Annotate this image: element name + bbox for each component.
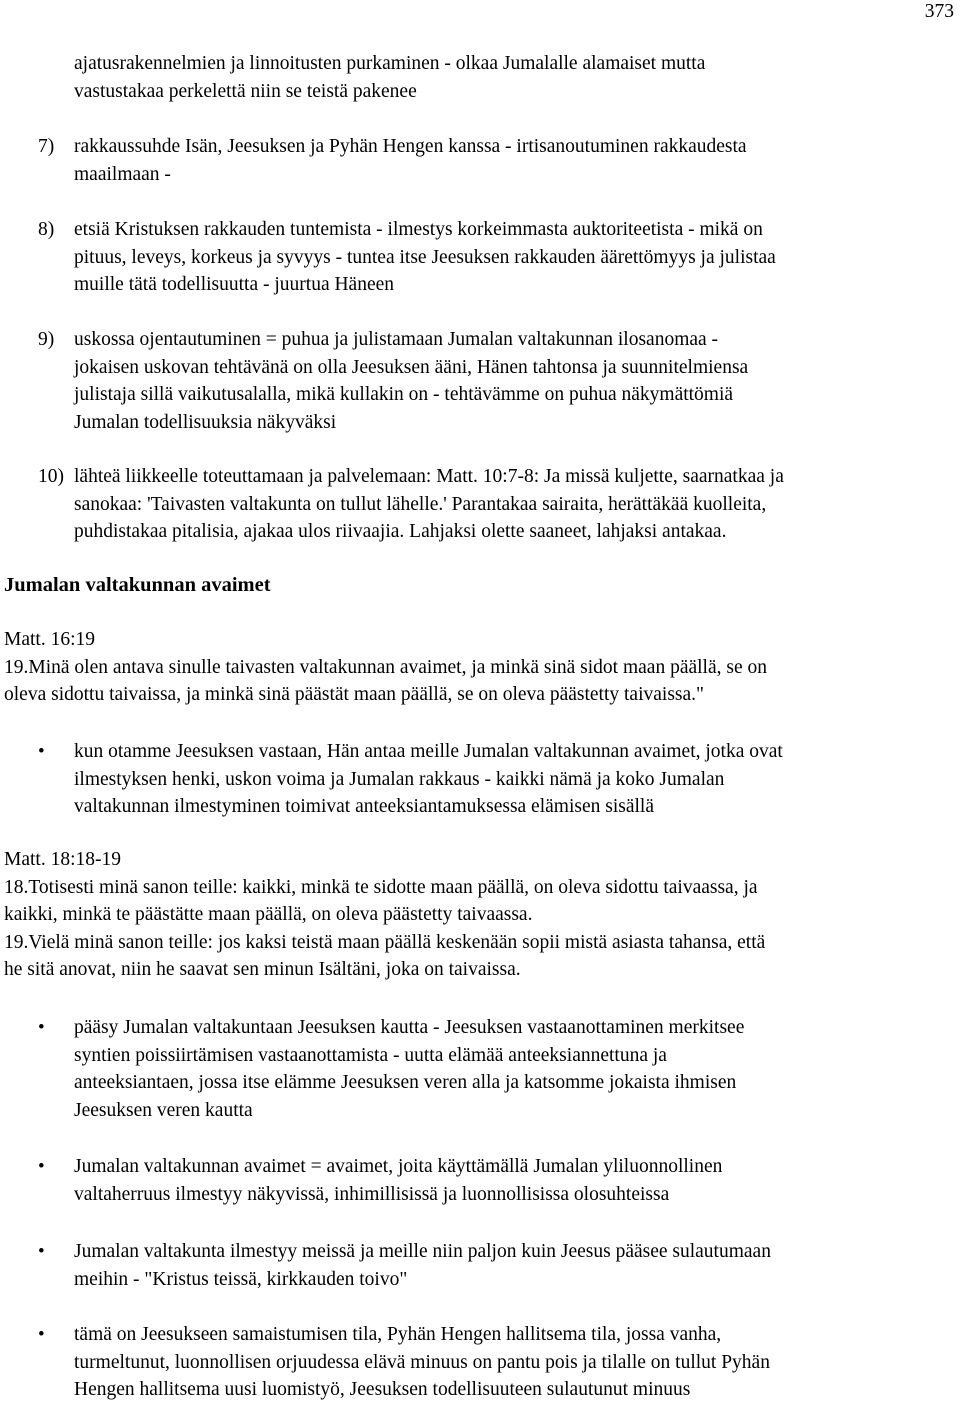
bullet-icon: • [38, 1241, 45, 1262]
text-line: pituus, leveys, korkeus ja syvyys - tuntea itse Jeesuksen rakkauden äärettömyys ja julistaa [74, 246, 776, 268]
text-line: syntien poissiirtämisen vastaanottamista - uutta elämää anteeksiannettuna ja [74, 1044, 667, 1066]
text-line: ajatusrakennelmien ja linnoitusten purkaminen - olkaa Jumalalle alamaiset mutta [74, 53, 706, 74]
text-line: uskossa ojentautuminen = puhua ja julistamaan Jumalan valtakunnan ilosanomaa - [74, 329, 719, 350]
list-item-7 [0, 133, 948, 188]
page-number: 373 [924, 1, 954, 22]
text-line: lähteä liikkeelle toteuttamaan ja palvelemaan: Matt. 10:7-8: Ja missä kuljette, saarnatkaa ja [74, 466, 784, 487]
text-line: kun otamme Jeesuksen vastaan, Hän antaa meille Jumalan valtakunnan avaimet, jotka ovat [74, 741, 783, 762]
text-line: pääsy Jumalan valtakuntaan Jeesuksen kautta - Jeesuksen vastaanottaminen merkitsee [74, 1017, 745, 1038]
continuation-paragraph [0, 50, 948, 105]
bullet-item [0, 1238, 948, 1293]
bullet-item [0, 738, 948, 821]
list-item-9 [0, 326, 948, 436]
text-line: julistaja sillä vaikutusalalla, mikä kullakin on - tehtävämme on puhua näkymättömiä [74, 384, 734, 406]
scripture-reference: Matt. 16:19 [4, 629, 95, 650]
text-line: ilmestyksen henki, uskon voima ja Jumalan rakkaus - kaikki nämä ja koko Jumalan [74, 768, 725, 790]
text-line: vastustakaa perkelettä niin se teistä pakenee [74, 80, 417, 102]
text-line: valtakunnan ilmestyminen toimivat anteeksiantamuksessa elämisen sisällä [74, 796, 654, 818]
list-item-8 [0, 216, 948, 299]
text-line: valtaherruus ilmestyy näkyvissä, inhimillisissä ja luonnollisissa olosuhteissa [74, 1183, 670, 1205]
bullet-icon: • [38, 1156, 45, 1177]
list-item-10 [0, 463, 948, 546]
scripture-passage [4, 846, 944, 984]
text-line: 18.Totisesti minä sanon teille: kaikki, minkä te sidotte maan päällä, on oleva sidottu taivaassa, ja [4, 876, 758, 898]
text-line: maailmaan - [74, 163, 171, 185]
text-line: he sitä anovat, niin he saavat sen minun Isältäni, joka on taivaissa. [4, 959, 521, 981]
text-line: turmeltunut, luonnollisen orjuudessa elävä minuus on pantu pois ja tilalle on tullut Pyhän [74, 1351, 770, 1373]
section-heading: Jumalan valtakunnan avaimet [4, 574, 271, 596]
text-line: meihin - "Kristus teissä, kirkkauden toivo" [74, 1268, 408, 1290]
text-line: Jeesuksen veren kautta [74, 1099, 253, 1121]
text-line: kaikki, minkä te päästätte maan päällä, on oleva päästetty taivaassa. [4, 904, 533, 926]
text-line: 19.Vielä minä sanon teille: jos kaksi teistä maan päällä keskenään sopii mistä asiasta tahansa, että [4, 931, 766, 953]
text-line: Jumalan valtakunta ilmestyy meissä ja meille niin paljon kuin Jeesus pääsee sulautumaan [74, 1241, 771, 1262]
item-number: 7) [38, 136, 55, 157]
bullet-icon: • [38, 1017, 45, 1038]
text-line: oleva sidottu taivaissa, ja minkä sinä päästät maan päällä, se on oleva päästetty taivaissa." [4, 684, 704, 706]
item-number: 8) [38, 219, 55, 240]
text-line: etsiä Kristuksen rakkauden tuntemista - ilmestys korkeimmasta auktoriteetista - mikä on [74, 219, 763, 240]
text-line: jokaisen uskovan tehtävänä on olla Jeesuksen ääni, Hänen tahtonsa ja suunnitelmiensa [74, 356, 749, 378]
bullet-item [0, 1014, 948, 1124]
bullet-item [0, 1153, 948, 1208]
text-line: sanokaa: 'Taivasten valtakunta on tullut lähelle.' Parantakaa sairaita, herättäkää kuolleita, [74, 493, 767, 515]
text-line: Jumalan valtakunnan avaimet = avaimet, joita käyttämällä Jumalan yliluonnollinen [74, 1156, 723, 1177]
text-line: Hengen hallitsema uusi luomistyö, Jeesuksen todellisuuteen sulautunut minuus [74, 1379, 691, 1401]
text-line: anteeksiantaen, jossa itse elämme Jeesuksen veren alla ja katsomme jokaista ihmisen [74, 1072, 737, 1094]
item-number: 9) [38, 329, 55, 350]
item-number: 10) [38, 466, 64, 487]
bullet-icon: • [38, 1324, 45, 1345]
bullet-icon: • [38, 741, 45, 762]
text-line: Jumalan todellisuuksia näkyväksi [74, 411, 337, 433]
bullet-item [0, 1321, 948, 1404]
scripture-reference: Matt. 18:18-19 [4, 849, 121, 870]
text-line: muille tätä todellisuutta - juurtua Häneen [74, 274, 395, 296]
text-line: rakkaussuhde Isän, Jeesuksen ja Pyhän Hengen kanssa - irtisanoutuminen rakkaudesta [74, 136, 747, 157]
scripture-passage [4, 626, 944, 709]
text-line: puhdistakaa pitalisia, ajakaa ulos riivaajia. Lahjaksi olette saaneet, lahjaksi antakaa. [74, 521, 727, 543]
text-line: 19.Minä olen antava sinulle taivasten valtakunnan avaimet, ja minkä sinä sidot maan päällä, se on [4, 656, 767, 678]
text-line: tämä on Jeesukseen samaistumisen tila, Pyhän Hengen hallitsema tila, jossa vanha, [74, 1324, 722, 1345]
